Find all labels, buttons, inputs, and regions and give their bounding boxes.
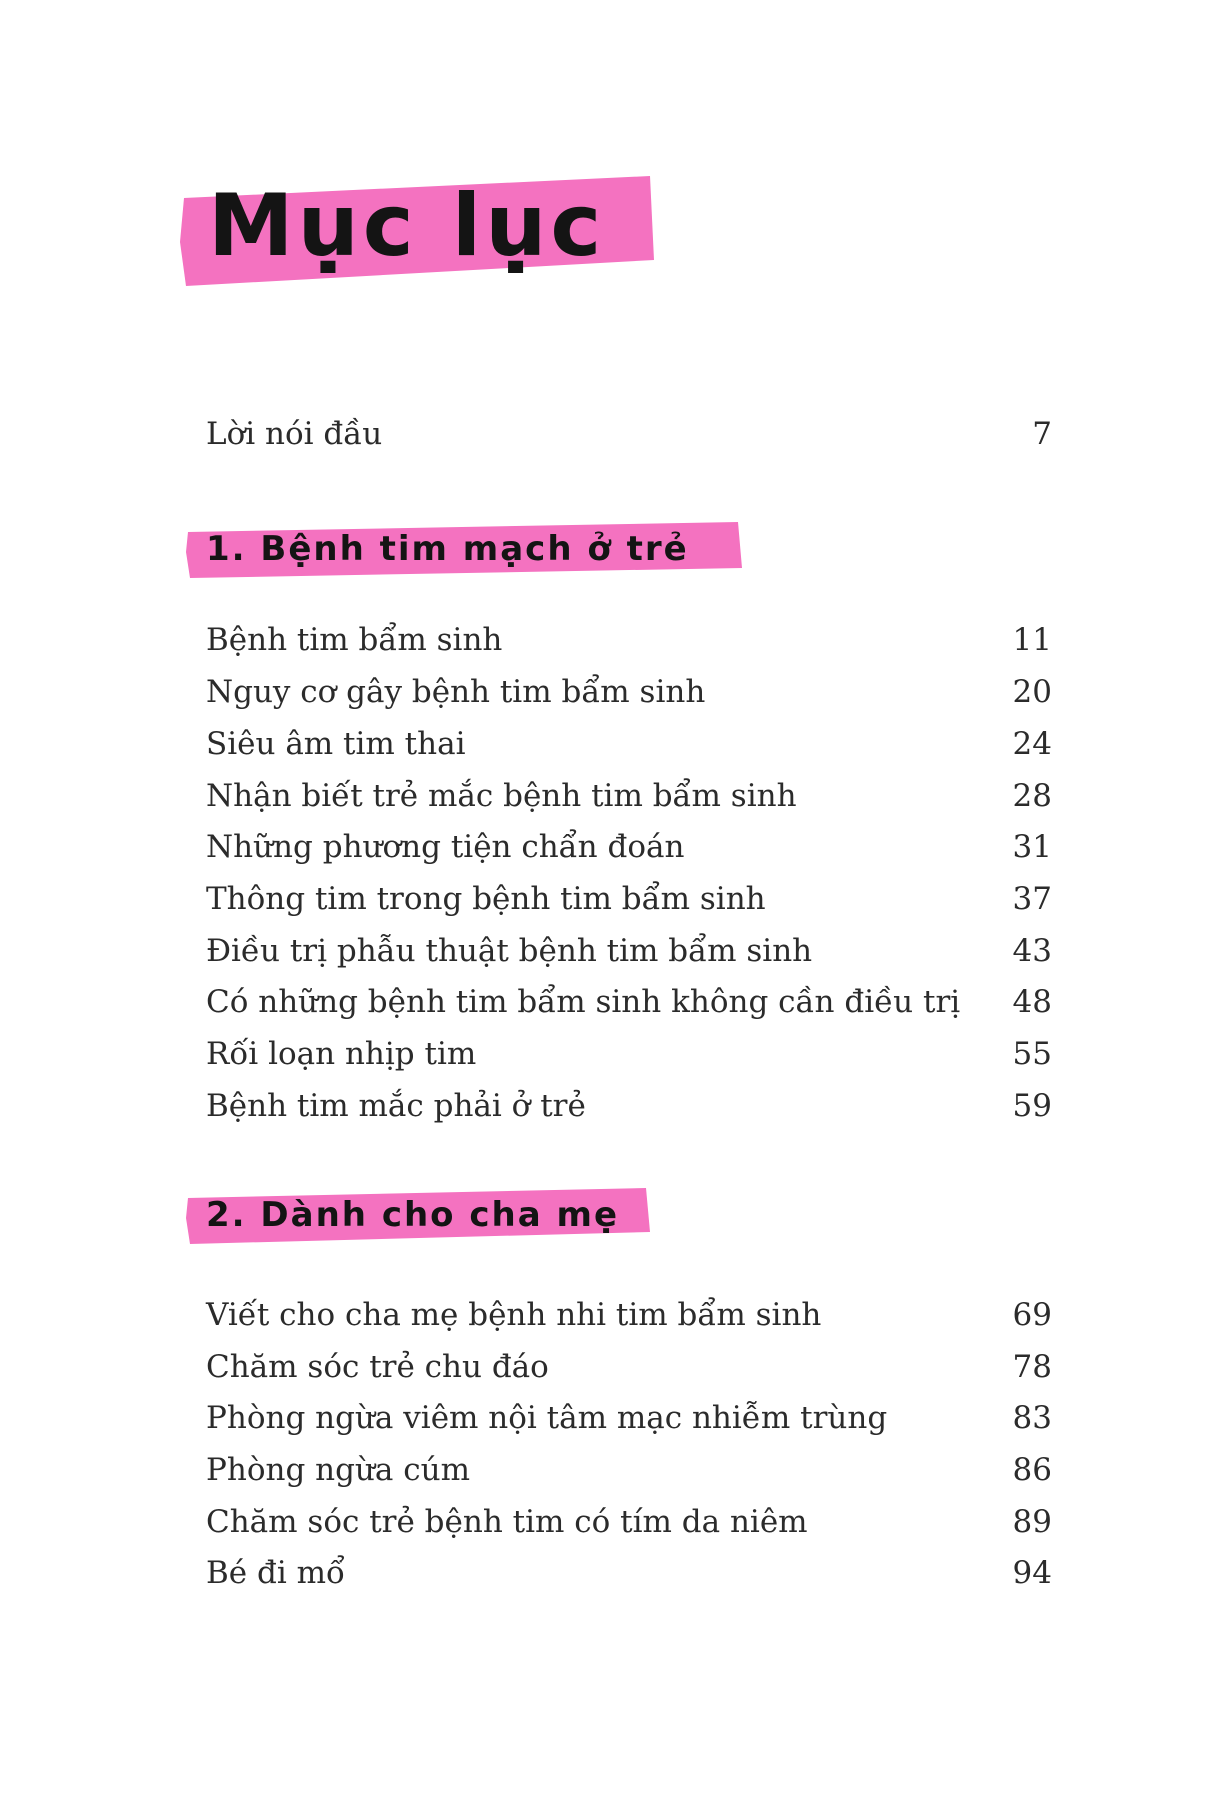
toc-entry-label: Bệnh tim mắc phải ở trẻ — [206, 1088, 586, 1124]
toc-entry-label: Rối loạn nhịp tim — [206, 1036, 477, 1072]
toc-entry[interactable] — [206, 1030, 1052, 1078]
toc-entry[interactable] — [206, 772, 1052, 820]
toc-entry[interactable] — [206, 1291, 1052, 1339]
toc-entry-label: Chăm sóc trẻ bệnh tim có tím da niêm — [206, 1504, 808, 1540]
toc-entry-label: Chăm sóc trẻ chu đáo — [206, 1349, 549, 1385]
toc-entry-label: Siêu âm tim thai — [206, 726, 466, 762]
toc-entry-label: Thông tim trong bệnh tim bẩm sinh — [206, 881, 766, 917]
toc-entry[interactable] — [206, 875, 1052, 923]
toc-entry[interactable] — [206, 1343, 1052, 1391]
toc-entry-page: 7 — [1032, 416, 1052, 452]
toc-entry-label: Bệnh tim bẩm sinh — [206, 622, 503, 658]
toc-entry-label: Nguy cơ gây bệnh tim bẩm sinh — [206, 674, 706, 710]
toc-entry-page: 20 — [1012, 674, 1052, 710]
toc-entry-page: 69 — [1012, 1297, 1052, 1333]
toc-entry-page: 11 — [1012, 622, 1052, 658]
toc-entry-label: Nhận biết trẻ mắc bệnh tim bẩm sinh — [206, 778, 797, 814]
toc-entry-page: 31 — [1012, 829, 1052, 865]
toc-entry-label: Viết cho cha mẹ bệnh nhi tim bẩm sinh — [206, 1297, 822, 1333]
toc-entry[interactable] — [206, 720, 1052, 768]
toc-entry-label: Bé đi mổ — [206, 1555, 345, 1591]
toc-entry-label: Phòng ngừa viêm nội tâm mạc nhiễm trùng — [206, 1400, 888, 1436]
section-title: 1. Bệnh tim mạch ở trẻ — [206, 529, 689, 569]
toc-entry[interactable] — [206, 823, 1052, 871]
toc-entry-page: 89 — [1012, 1504, 1052, 1540]
toc-entry-page: 55 — [1012, 1036, 1052, 1072]
toc-entry-label: Phòng ngừa cúm — [206, 1452, 470, 1488]
toc-entry[interactable] — [206, 668, 1052, 716]
toc-entry-page: 78 — [1012, 1349, 1052, 1385]
section-heading-2 — [186, 1188, 650, 1244]
toc-entry[interactable] — [206, 1498, 1052, 1546]
toc-entry[interactable] — [206, 616, 1052, 664]
title-block — [180, 168, 654, 286]
toc-entry-page: 24 — [1012, 726, 1052, 762]
toc-entry[interactable] — [206, 978, 1052, 1026]
toc-entry[interactable] — [206, 1446, 1052, 1494]
toc-entry-page: 59 — [1012, 1088, 1052, 1124]
toc-entry-page: 43 — [1012, 933, 1052, 969]
section-title: 2. Dành cho cha mẹ — [206, 1195, 620, 1235]
toc-entry[interactable] — [206, 927, 1052, 975]
toc-entry-preface[interactable] — [206, 410, 1052, 458]
toc-entry-label: Lời nói đầu — [206, 416, 383, 452]
section-heading-1 — [186, 522, 742, 578]
toc-entry-page: 37 — [1012, 881, 1052, 917]
toc-entry[interactable] — [206, 1394, 1052, 1442]
toc-entry-page: 83 — [1012, 1400, 1052, 1436]
page-title: Mục lục — [208, 176, 606, 276]
toc-entry-label: Có những bệnh tim bẩm sinh không cần điều trị — [206, 984, 961, 1020]
toc-entry[interactable] — [206, 1082, 1052, 1130]
toc-entry-label: Những phương tiện chẩn đoán — [206, 829, 685, 865]
toc-entry[interactable] — [206, 1549, 1052, 1597]
toc-entry-page: 94 — [1012, 1555, 1052, 1591]
toc-entry-page: 48 — [1012, 984, 1052, 1020]
toc-entry-label: Điều trị phẫu thuật bệnh tim bẩm sinh — [206, 933, 813, 969]
toc-entry-page: 28 — [1012, 778, 1052, 814]
toc-entry-page: 86 — [1012, 1452, 1052, 1488]
